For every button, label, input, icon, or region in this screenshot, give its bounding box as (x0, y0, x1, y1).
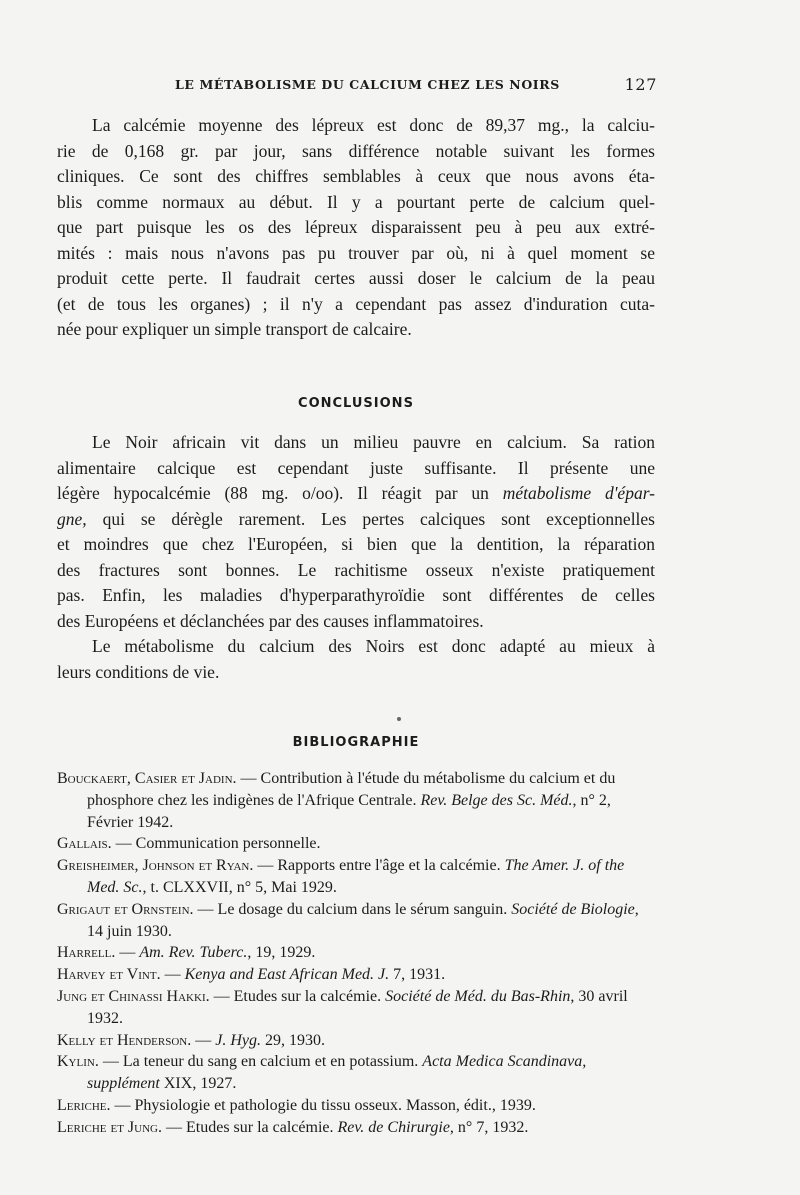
paragraph-line: et moindres que chez l'Européen, si bien que la dentition, la réparation (57, 534, 655, 554)
paragraph-line: Le métabolisme du calcium des Noirs est donc adapté au mieux à (92, 636, 655, 656)
bibliography-heading: BIBLIOGRAPHIE (292, 735, 420, 750)
paragraph-line: La calcémie moyenne des lépreux est donc de 89,37 mg., la calciu- (92, 115, 655, 135)
paragraph-line: des fractures sont bonnes. Le rachitisme osseux n'existe pratiquement (57, 559, 655, 580)
paragraph-line: leurs conditions de vie. (57, 661, 220, 682)
paragraph-line: légère hypocalcémie (88 mg. o/oo). Il réagit par un métabolisme d'épar- (57, 483, 655, 503)
paragraph-line: des Européens et déclanchées par des causes inflammatoires. (57, 610, 484, 631)
bibliography-entry: Jung et Chinassi Hakki. — Etudes sur la calcémie. Société de Méd. du Bas-Rhin, 30 avril 1932. (57, 987, 628, 1027)
bibliography-entry: Harvey et Vint. — Kenya and East African Med. J. 7, 1931. (57, 966, 446, 984)
conclusions-paragraph (57, 430, 655, 685)
paragraph-line: Le Noir africain vit dans un milieu pauvre en calcium. Sa ration (92, 432, 655, 452)
paragraph-line: gne, qui se dérègle rarement. Les pertes calciques sont exceptionnelles (57, 508, 655, 529)
running-header (175, 77, 657, 97)
paragraph-line: produit cette perte. Il faudrait certes aussi doser le calcium de la peau (57, 268, 655, 288)
bibliography-entry: Leriche et Jung. — Etudes sur la calcémie. Rev. de Chirurgie, n° 7, 1932. (57, 1118, 529, 1136)
bibliography-entry: Gallais. — Communication personnelle. (57, 835, 321, 853)
paragraph-line: cliniques. Ce sont des chiffres semblables à ceux que nous avons éta- (57, 166, 655, 186)
paragraph-line: pas. Enfin, les maladies d'hyperparathyroïdie sont différentes de celles (57, 585, 655, 605)
bibliography-entry: Kylin. — La teneur du sang en calcium et en potassium. Acta Medica Scandinava, supplément XIX, 1927. (57, 1053, 587, 1093)
bibliography-list (57, 768, 657, 1139)
bibliography-entry: Greisheimer, Johnson et Ryan. — Rapports entre l'âge et la calcémie. The Amer. J. of the Med. Sc., t. CLXXVII, n° 5, Mai 1929. (57, 857, 625, 896)
paragraph-line: née pour expliquer un simple transport de calcaire. (57, 319, 412, 339)
page-number: 127 (624, 75, 657, 94)
paragraph-line: (et de tous les organes) ; il n'y a cependant pas assez d'induration cuta- (57, 293, 655, 314)
bibliography-entry: Grigaut et Ornstein. — Le dosage du calcium dans le sérum sanguin. Société de Biologie, 14 juin 1930. (57, 900, 639, 940)
running-title: LE MÉTABOLISME DU CALCIUM CHEZ LES NOIRS (175, 77, 560, 92)
bibliography-entry: Bouckaert, Casier et Jadin. — Contribution à l'étude du métabolisme du calcium et du phosphore chez les indigènes de l'Afrique Centrale. Rev. Belge des Sc. Méd., n° 2, Février 1942. (57, 770, 616, 831)
paragraph-line: rie de 0,168 gr. par jour, sans différence notable suivant les formes (57, 140, 655, 161)
paragraph-line: alimentaire calcique est cependant juste suffisante. Il présente une (57, 457, 655, 478)
decorative-dot (397, 717, 401, 721)
paragraph-line: que part puisque les os des lépreux disparaissent peu à peu aux extré- (57, 217, 655, 237)
conclusions-heading: CONCLUSIONS (298, 396, 414, 411)
bibliography-entry: Leriche. — Physiologie et pathologie du tissu osseux. Masson, édit., 1939. (57, 1096, 536, 1114)
intro-paragraph (57, 113, 655, 343)
paragraph-line: mités : mais nous n'avons pas pu trouver par où, ni à quel moment se (57, 242, 655, 263)
paragraph-line: blis comme normaux au début. Il y a pourtant perte de calcium quel- (57, 191, 655, 212)
bibliography-entry: Kelly et Henderson. — J. Hyg. 29, 1930. (57, 1031, 325, 1049)
bibliography-entry: Harrell. — Am. Rev. Tuberc., 19, 1929. (57, 944, 316, 962)
